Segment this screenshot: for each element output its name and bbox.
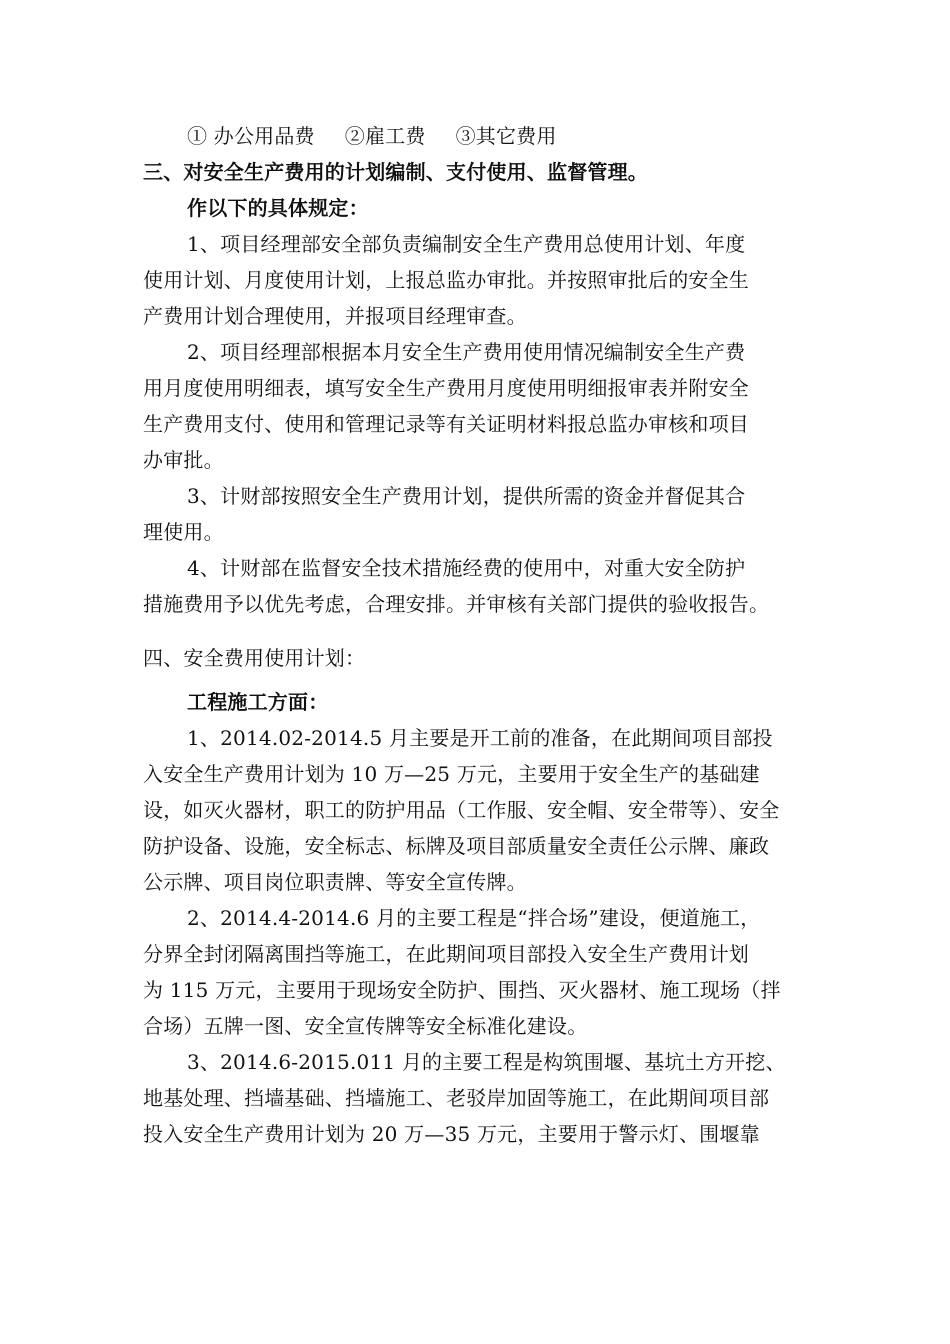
paragraph-line: 产费用计划合理使用，并报项目经理审查。 (143, 304, 527, 328)
section-4-heading: 四、安全费用使用计划： (143, 646, 366, 670)
section-3-paragraph-1 (143, 226, 825, 334)
paragraph-line: 合场）五牌一图、安全宣传牌等安全标准化建设。 (143, 1014, 588, 1038)
section-4-paragraph-3 (143, 1044, 825, 1152)
paragraph-line: 防护设备、设施，安全标志、标牌及项目部质量安全责任公示牌、廉政 (143, 834, 770, 858)
section-3-heading: 三、对安全生产费用的计划编制、支付使用、监督管理。 (143, 160, 648, 184)
paragraph-line: 1、项目经理部安全部负责编制安全生产费用总使用计划、年度 (187, 232, 746, 256)
section-3-paragraph-2 (143, 334, 825, 478)
paragraph-line: 1、2014.02-2014.5 月主要是开工前的准备，在此期间项目部投 (187, 726, 773, 750)
fee-item-office-supplies: ① 办公用品费 (187, 124, 315, 148)
paragraph-line: 公示牌、项目岗位职责牌、等安全宣传牌。 (143, 870, 527, 894)
document-page (143, 118, 825, 1152)
paragraph-line: 设，如灭火器材，职工的防护用品（工作服、安全帽、安全带等）、安全 (143, 798, 780, 822)
paragraph-line: 为 115 万元，主要用于现场安全防护、围挡、灭火器材、施工现场（拌 (143, 978, 781, 1002)
section-3-paragraph-4 (143, 550, 825, 622)
section-4-paragraph-1 (143, 720, 825, 900)
paragraph-line: 措施费用予以优先考虑，合理安排。并审核有关部门提供的验收报告。 (143, 592, 770, 616)
paragraph-line: 办审批。 (143, 448, 224, 472)
heading-spacer (143, 676, 825, 684)
paragraph-line: 投入安全生产费用计划为 20 万—35 万元，主要用于警示灯、围堰靠 (143, 1122, 760, 1146)
paragraph-line: 4、计财部在监督安全技术措施经费的使用中，对重大安全防护 (187, 556, 746, 580)
section-spacer (143, 622, 825, 640)
paragraph-line: 用月度使用明细表，填写安全生产费用月度使用明细报审表并附安全 (143, 376, 749, 400)
paragraph-line: 分界全封闭隔离围挡等施工，在此期间项目部投入安全生产费用计划 (143, 942, 749, 966)
paragraph-line: 3、2014.6-2015.011 月的主要工程是构筑围堰、基坑土方开挖、 (187, 1050, 786, 1074)
paragraph-line: 理使用。 (143, 520, 224, 544)
fee-items-line (143, 118, 825, 154)
paragraph-line: 入安全生产费用计划为 10 万—25 万元，主要用于安全生产的基础建 (143, 762, 760, 786)
paragraph-line: 2、2014.4-2014.6 月的主要工程是“拌合场”建设，便道施工， (187, 906, 761, 930)
section-3-paragraph-3 (143, 478, 825, 550)
fee-item-other: ③其它费用 (455, 124, 557, 148)
section-4-paragraph-2 (143, 900, 825, 1044)
fee-item-labor: ②雇工费 (344, 124, 426, 148)
paragraph-line: 3、计财部按照安全生产费用计划，提供所需的资金并督促其合 (187, 484, 746, 508)
paragraph-line: 地基处理、挡墙基础、挡墙施工、老驳岸加固等施工，在此期间项目部 (143, 1086, 770, 1110)
section-4-subheading: 工程施工方面： (187, 690, 329, 714)
paragraph-line: 使用计划、月度使用计划，上报总监办审批。并按照审批后的安全生 (143, 268, 749, 292)
paragraph-line: 生产费用支付、使用和管理记录等有关证明材料报总监办审核和项目 (143, 412, 749, 436)
paragraph-line: 2、项目经理部根据本月安全生产费用使用情况编制安全生产费 (187, 340, 746, 364)
section-3-subheading: 作以下的具体规定： (187, 196, 369, 220)
